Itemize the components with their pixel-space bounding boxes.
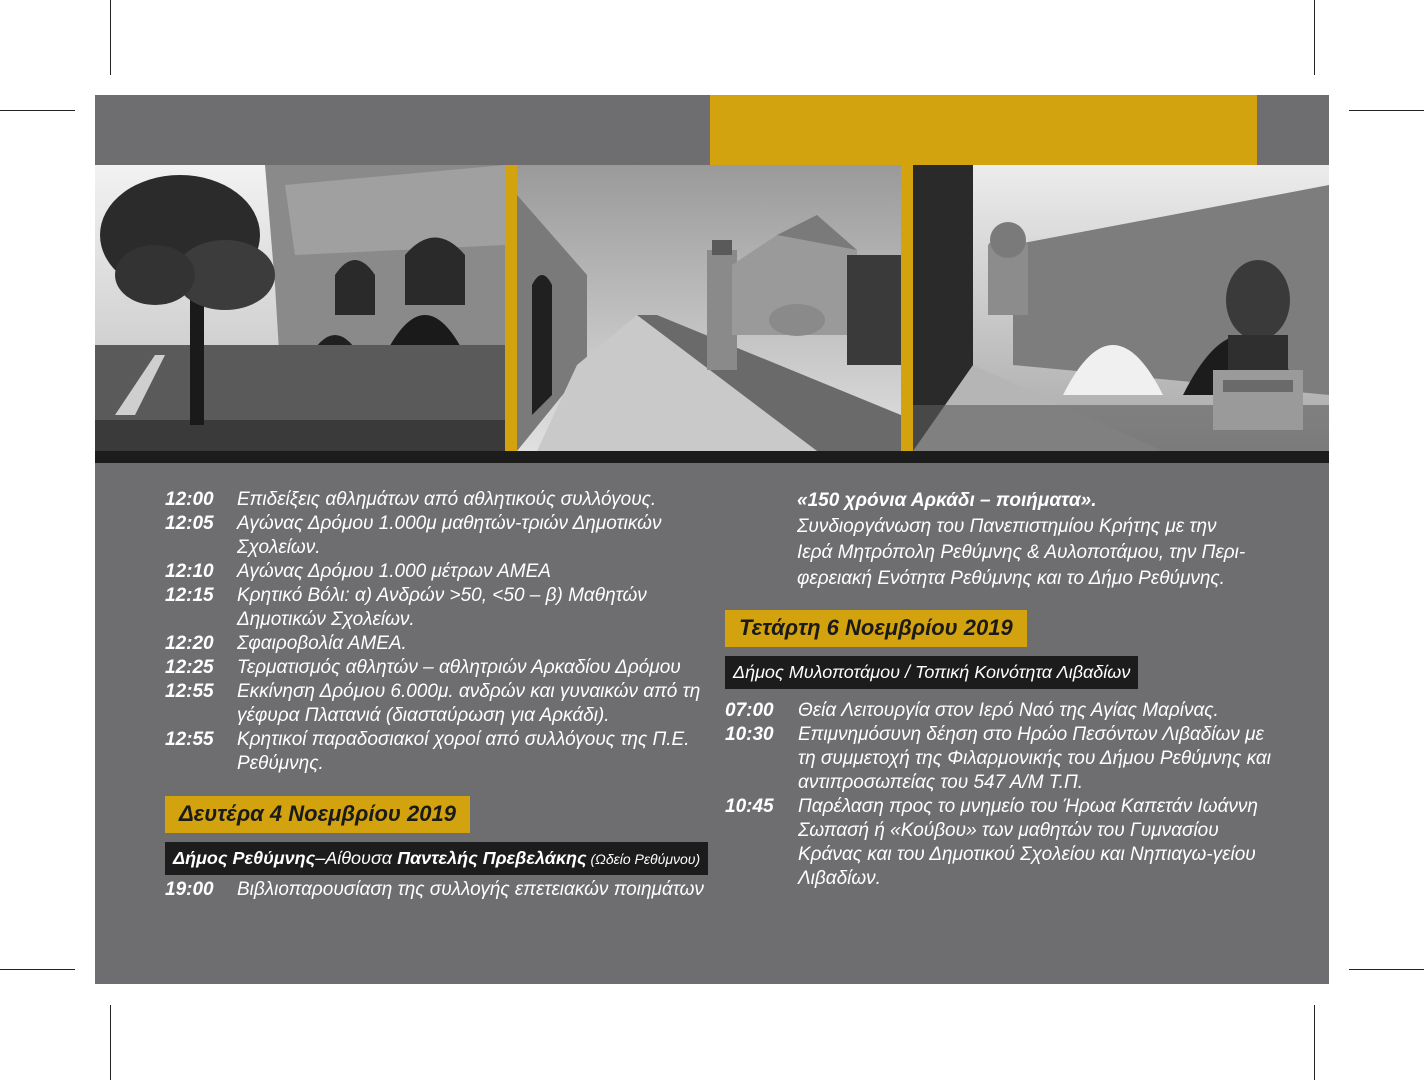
right-column bbox=[725, 488, 1285, 891]
poetry-title: «150 χρόνια Αρκάδι – ποιήματα». bbox=[797, 490, 1097, 511]
schedule-item: 12:15 Κρητικό Βόλι: α) Ανδρών >50, <50 – β) Μαθητών Δημοτικών Σχολείων. bbox=[165, 585, 647, 630]
gold-header-bar bbox=[710, 95, 1257, 165]
monday-date-header: Δευτέρα 4 Νοεμβρίου 2019 bbox=[165, 796, 470, 833]
schedule-item: 19:00 Βιβλιοπαρουσίαση της συλλογής επετειακών ποιημάτων bbox=[165, 879, 704, 900]
crop-mark bbox=[0, 969, 75, 970]
crop-mark bbox=[110, 1005, 111, 1080]
schedule-item: 12:00 Επιδείξεις αθλημάτων από αθλητικούς συλλόγους. bbox=[165, 489, 657, 510]
schedule-item: 12:10 Αγώνας Δρόμου 1.000 μέτρων ΑΜΕΑ bbox=[165, 561, 551, 582]
crop-mark bbox=[110, 0, 111, 75]
schedule-item: 12:55 Κρητικοί παραδοσιακοί χοροί από συλλόγους της Π.Ε. Ρεθύμνης. bbox=[165, 729, 690, 774]
sports-schedule bbox=[165, 488, 725, 776]
wednesday-date-header: Τετάρτη 6 Νοεμβρίου 2019 bbox=[725, 610, 1027, 647]
brochure-page bbox=[95, 95, 1329, 984]
monastery-courtyard-photo bbox=[95, 165, 505, 451]
wednesday-venue: Δήμος Μυλοποτάμου / Τοπική Κοινότητα Λιβαδίων bbox=[725, 656, 1138, 689]
schedule-item: 07:00 Θεία Λειτουργία στον Ιερό Ναό της Αγίας Μαρίνας. bbox=[725, 700, 1219, 721]
crop-mark bbox=[0, 110, 75, 111]
description-line: Ιερά Μητρόπολη Ρεθύμνης & Αυλοποτάμου, την Περι- bbox=[797, 542, 1246, 563]
crop-mark bbox=[1349, 110, 1424, 111]
monday-schedule bbox=[165, 878, 725, 902]
monastery-corridor-photo bbox=[517, 165, 901, 451]
monday-venue: Δήμος Ρεθύμνης–Αίθουσα Παντελής Πρεβελάκης (Ωδείο Ρεθύμνου) bbox=[165, 842, 708, 875]
schedule-item: 12:05 Αγώνας Δρόμου 1.000μ μαθητών-τριών Δημοτικών Σχολείων. bbox=[165, 513, 662, 558]
schedule-item: 12:55 Εκκίνηση Δρόμου 6.000μ. ανδρών και γυναικών από τη γέφυρα Πλατανιά (διασταύρωση για Αρκάδι). bbox=[165, 681, 701, 726]
heroes-monument-photo bbox=[913, 165, 1329, 451]
description-line: φερειακή Ενότητα Ρεθύμνης και το Δήμο Ρεθύμνης. bbox=[797, 568, 1225, 589]
poetry-event-description bbox=[725, 488, 1285, 592]
photo-separator bbox=[901, 165, 913, 451]
schedule-item: 12:20 Σφαιροβολία ΑΜΕΑ. bbox=[165, 633, 407, 654]
photo-separator bbox=[505, 165, 517, 451]
crop-mark bbox=[1314, 1005, 1315, 1080]
wednesday-schedule bbox=[725, 699, 1285, 891]
schedule-item: 12:25 Τερματισμός αθλητών – αθλητριών Αρκαδίου Δρόμου bbox=[165, 657, 681, 678]
left-column bbox=[165, 488, 725, 902]
crop-mark bbox=[1314, 0, 1315, 75]
schedule-item: 10:30 Επιμνημόσυνη δέηση στο Ηρώο Πεσόντων Λιβαδίων με τη συμμετοχή της Φιλαρμονικής του Δήμου Ρεθύμνης και αντιπροσωπείας του 547 Α/Μ Τ.Π. bbox=[725, 724, 1271, 793]
photo-strip bbox=[95, 165, 1329, 463]
description-line: Συνδιοργάνωση του Πανεπιστημίου Κρήτης με την bbox=[797, 516, 1217, 537]
crop-mark bbox=[1349, 969, 1424, 970]
schedule-item: 10:45 Παρέλαση προς το μνημείο του Ήρωα Καπετάν Ιωάννη Σωπασή ή «Κούβου» των μαθητών του Γυμνασίου Κράνας και του Δημοτικού Σχολείου και Νηπιαγω-γείου Λιβαδίων. bbox=[725, 796, 1258, 889]
